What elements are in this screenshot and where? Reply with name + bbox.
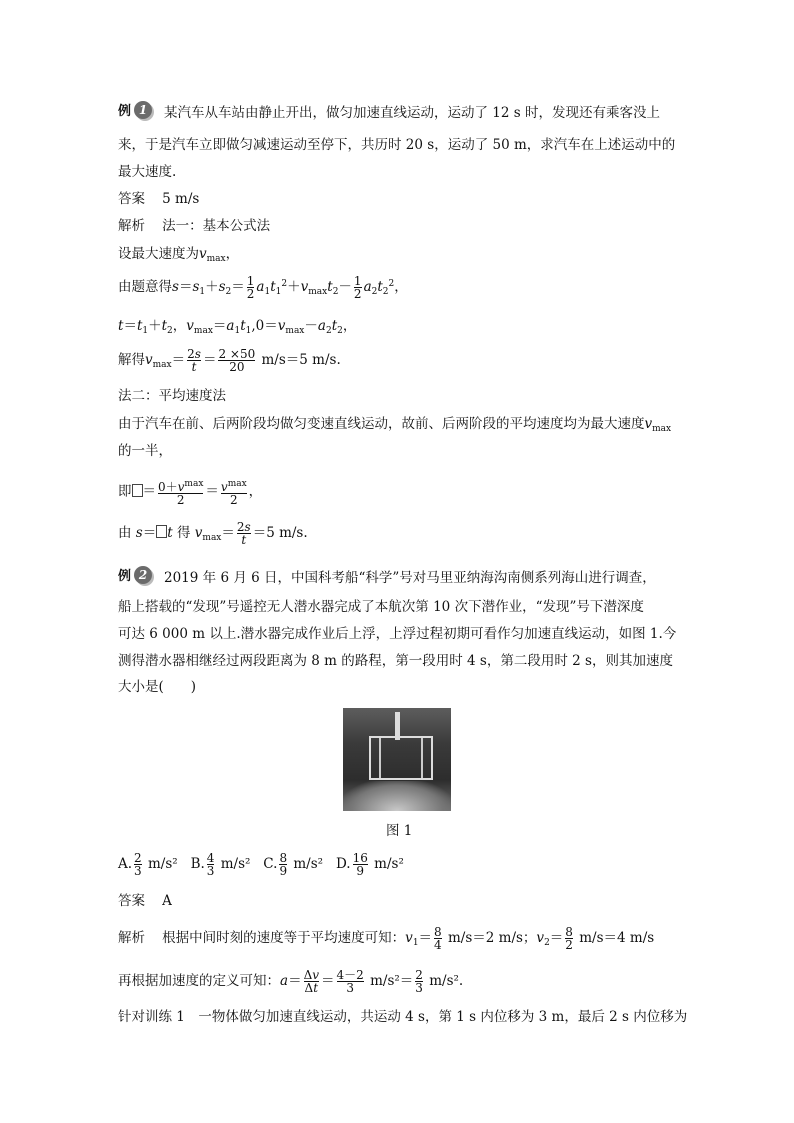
- practice-line: 针对训练 1 一物体做匀加速直线运动，共运动 4 s，第 1 s 内位移为 3 m，最后 2 s 内位移为: [118, 1009, 688, 1025]
- ex2-line2: 船上搭载的“发现”号遥控无人潜水器完成了本航次第 10 次下潜作业，“发现”号下潜深度: [118, 599, 644, 615]
- ex1-m2-equation-2: 由 s＝ t 得 $v_{max}=$ $\frac{2s}{t}$ ＝5 m/s.: [118, 520, 308, 547]
- example-badge: 例 2: [118, 567, 164, 585]
- ex1-equation-1: 由题意得$s=s_1+s_2=$ $\frac{1}{2}$ $a_1t_1^2+v_{max}t_2-$ $\frac{1}{2}$ $a_2t_2^2$，: [118, 274, 408, 301]
- ex2-answer: 答案 A: [118, 893, 172, 909]
- figure-caption: 图 1: [386, 823, 413, 839]
- ex1-m2-line1: 由于汽车在前、后两阶段均做匀变速直线运动，故前、后两阶段的平均速度均为最大速度$v_{max}$: [118, 416, 672, 434]
- vbar-symbol: [156, 525, 167, 538]
- ex2-analysis-2: 再根据加速度的定义可知：a＝ $\frac{\Delta v}{\Delta t}$ ＝ $\frac{4-2}{3}$ m/s²＝ $\frac{2}{3}$ m/s².: [118, 968, 464, 995]
- ex1-method2: 法二：平均速度法: [118, 388, 226, 404]
- ex2-line5: 大小是( ): [118, 679, 197, 695]
- example-badge: 例 1: [118, 102, 164, 120]
- ex2-line4: 测得潜水器相继经过两段距离为 8 m 的路程，第一段用时 4 s，第二段用时 2 s，则其加速度: [118, 653, 673, 669]
- ex1-line2: 来，于是汽车立即做匀减速运动至停下，共历时 20 s，运动了 50 m，求汽车在上述运动中的: [118, 137, 676, 153]
- ex2-options: A. $\frac{2}{3}$ m/s² B. $\frac{4}{3}$ m/s² C. $\frac{8}{9}$ m/s² D. $\frac{16}{9}$ m/s²: [118, 851, 404, 878]
- ex2-analysis-1: 解析 根据中间时刻的速度等于平均速度可知：$v_1=$ $\frac{8}{4}$ m/s＝2 m/s；$v_2=$ $\frac{8}{2}$ m/s＝4 m/s: [118, 925, 655, 952]
- ex1-equation-3: 解得$v_{max}=$ $\frac{2s}{t}$ ＝ $\frac{2 \times 50}{20}$ m/s＝5 m/s.: [118, 347, 341, 374]
- submersible-photo: [343, 708, 451, 811]
- ex1-method1: 解析 法一：基本公式法: [118, 218, 271, 234]
- ex1-m2-line2: 的一半，: [118, 443, 172, 459]
- ex1-line1: 例 1 某汽车从车站由静止开出，做匀加速直线运动，运动了 12 s 时，发现还有乘客没上: [118, 103, 660, 121]
- ex1-m2-equation-1: 即 ＝ $\frac{0+v^{max}}{2}$ ＝ $\frac{v^{max}}{2}$ ，: [118, 479, 263, 507]
- ex1-equation-2: $t=t_1+t_2$，$v_{max}=a_1t_1,0=v_{max}-a_2t_2$，: [118, 318, 357, 336]
- ex1-answer: 答案 5 m/s: [118, 191, 200, 207]
- ex2-line3: 可达 6 000 m 以上.潜水器完成作业后上浮，上浮过程初期可看作匀加速直线运动，如图 1.今: [118, 626, 677, 642]
- vbar-symbol: [132, 484, 143, 497]
- ex1-set-line: 设最大速度为$v_{max}$，: [118, 246, 240, 264]
- ex2-line1: 例 2 2019 年 6 月 6 日，中国科考船“科学”号对马里亚纳海沟南侧系列海山进行调查，: [118, 568, 656, 586]
- ex1-line3: 最大速度.: [118, 164, 177, 180]
